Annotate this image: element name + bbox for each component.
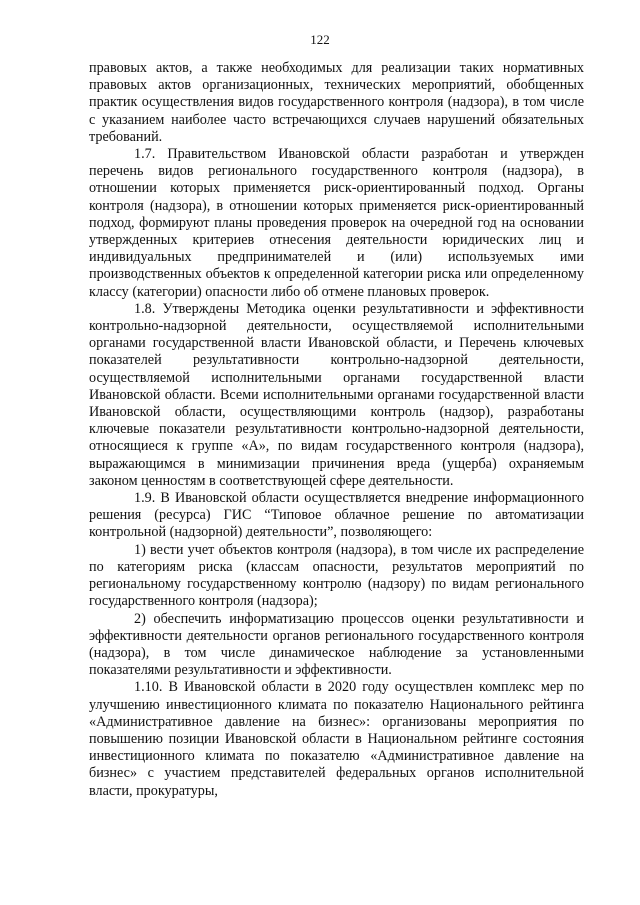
page-number: 122 [310, 32, 330, 47]
page-body [89, 60, 584, 800]
paragraph-1-9: 1.9. В Ивановской области осуществляется внедрение информационного решения (ресурса) ГИС “Типовое облачное решение по автоматизации контрольной (надзорной) деятельности”, позволяющего: [89, 490, 584, 541]
paragraph-1-7: 1.7. Правительством Ивановской области разработан и утвержден перечень видов регионального государственного контроля (надзора), в отношении которых применяется риск-ориентированный подход. Органы контроля (надзора), в отношении которых применяется риск-ориентированный подход, формируют планы проведения проверок на очередной год на основании утвержденных критериев отнесения деятельности юридических лиц и индивидуальных предпринимателей и (или) используемых ими производственных объектов к определенной категории риска или определенному классу (категории) опасности либо об отмене плановых проверок. [89, 146, 584, 300]
paragraph-1-8: 1.8. Утверждены Методика оценки результативности и эффективности контрольно-надзорной деятельности, осуществляемой исполнительными органами государственной власти Ивановской области, и Перечень ключевых показателей результативности контрольно-надзорной деятельности, осуществляемой исполнительными органами государственной власти Ивановской области. Всеми исполнительными органами государственной власти Ивановской области, осуществляющими контроль (надзор), разработаны ключевые показатели результативности контрольно-надзорной деятельности, относящиеся к группе «А», по видам государственного контроля (надзора), выражающимся в минимизации причинения вреда (ущерба) охраняемым законом ценностям в соответствующей сфере деятельности. [89, 300, 584, 489]
paragraph-1-9-item-2: 2) обеспечить информатизацию процессов оценки результативности и эффективности деятельности органов регионального государственного контроля (надзора), в том числе динамическое наблюдение за установленными показателями результативности и эффективности. [89, 610, 584, 679]
paragraph-continuation: правовых актов, а также необходимых для реализации таких нормативных правовых актов организационных, технических мероприятий, обобщенных практик осуществления видов государственного контроля (надзора), в том числе с указанием наиболее часто встречающихся случаев нарушений обязательных требований. [89, 60, 584, 145]
paragraph-1-9-item-1: 1) вести учет объектов контроля (надзора), в том числе их распределение по категориям риска (классам опасности, результатов мероприятий по региональному государственному контролю (надзору) по видам регионального государственного контроля (надзора); [89, 541, 584, 610]
paragraph-1-10: 1.10. В Ивановской области в 2020 году осуществлен комплекс мер по улучшению инвестиционного климата по показателю Национального рейтинга «Административное давление на бизнес»: организованы мероприятия по повышению позиции Ивановской области в Национальном рейтинге состояния инвестиционного климата по показателю «Административное давление на бизнес» с участием представителей федеральных органов исполнительной власти, прокуратуры, [89, 679, 584, 799]
